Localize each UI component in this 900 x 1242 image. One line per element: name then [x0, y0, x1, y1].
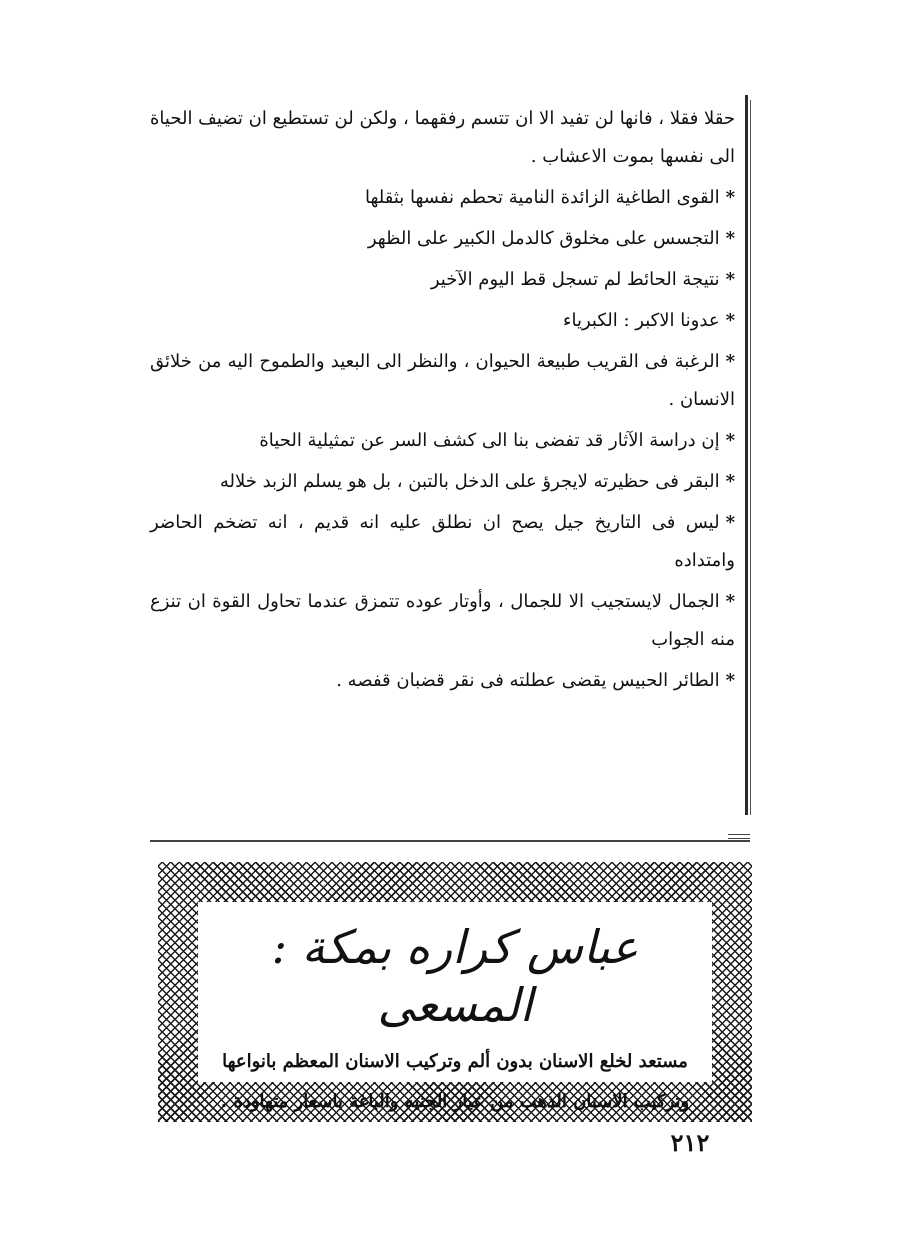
- bullet-star-icon: *: [725, 351, 735, 372]
- aphorism-item: [150, 340, 735, 419]
- bullet-star-icon: *: [725, 512, 735, 533]
- separator-mark: [728, 834, 750, 835]
- aphorism-item: [150, 501, 735, 580]
- aphorism-text: التجسس على مخلوق كالدمل الكبير على الظهر: [367, 228, 720, 249]
- aphorism-item: [150, 460, 735, 501]
- intro-paragraph: حقلا فقلا ، فانها لن تفيد الا ان تتسم رفقهما ، ولكن لن تستطيع ان تضيف الحياة الى نفسها بموت الاعشاب .: [150, 108, 735, 167]
- aphorism-text: البقر فى حظيرته لايجرؤ على الدخل بالتبن ، بل هو يسلم الزبد خلاله: [219, 471, 720, 492]
- aphorism-item: [150, 299, 735, 340]
- aphorism-text: ليس فى التاريخ جيل يصح ان نطلق عليه انه قديم ، انه تضخم الحاضر وامتداده: [150, 512, 735, 571]
- aphorism-text: القوى الطاغية الزائدة النامية تحطم نفسها بثقلها: [364, 187, 720, 208]
- page-number: ٢١٢: [670, 1128, 710, 1157]
- advertisement-line: وتركيب الاسنان الذهب من عيار الجنيه والباغة باسعار متهاودة .: [220, 1091, 690, 1112]
- aphorism-text: إن دراسة الآثار قد تفضى بنا الى كشف السر عن تمثيلية الحياة: [259, 430, 720, 451]
- advertisement-line: مستعد لخلع الاسنان بدون ألم وتركيب الاسنان المعظم بانواعها: [222, 1051, 688, 1072]
- advertisement-title: عباس كراره بمكة : المسعى: [271, 920, 639, 1032]
- main-text-block: [150, 100, 735, 700]
- bullet-star-icon: *: [725, 471, 735, 492]
- bullet-star-icon: *: [725, 591, 735, 612]
- aphorism-text: عدونا الاكبر : الكبرياء: [563, 310, 720, 331]
- advertisement-box: [158, 862, 752, 1122]
- bullet-star-icon: *: [725, 310, 735, 331]
- aphorism-item: [150, 217, 735, 258]
- aphorism-item: [150, 580, 735, 659]
- aphorism-item: [150, 659, 735, 700]
- section-separator: [150, 840, 750, 842]
- bullet-star-icon: *: [725, 187, 735, 208]
- aphorism-text: الجمال لايستجيب الا للجمال ، وأوتار عوده تتمزق عندما تحاول القوة ان تنزع منه الجواب: [150, 591, 735, 650]
- advertisement-content: [198, 902, 712, 1112]
- separator-mark: [728, 838, 750, 839]
- column-rule-inner: [750, 100, 751, 815]
- aphorism-item: [150, 258, 735, 299]
- column-rule: [745, 95, 748, 815]
- bullet-star-icon: *: [725, 269, 735, 290]
- bullet-star-icon: *: [725, 670, 735, 691]
- aphorism-item: [150, 176, 735, 217]
- aphorism-text: الرغبة فى القريب طبيعة الحيوان ، والنظر الى البعيد والطموح اليه من خلائق الانسان .: [150, 351, 735, 410]
- aphorism-text: الطائر الحبيس يقضى عطلته فى نقر قضبان قفصه .: [336, 670, 720, 691]
- bullet-star-icon: *: [725, 430, 735, 451]
- aphorism-item: [150, 419, 735, 460]
- bullet-star-icon: *: [725, 228, 735, 249]
- aphorism-text: نتيجة الحائط لم تسجل قط اليوم الآخير: [430, 269, 720, 290]
